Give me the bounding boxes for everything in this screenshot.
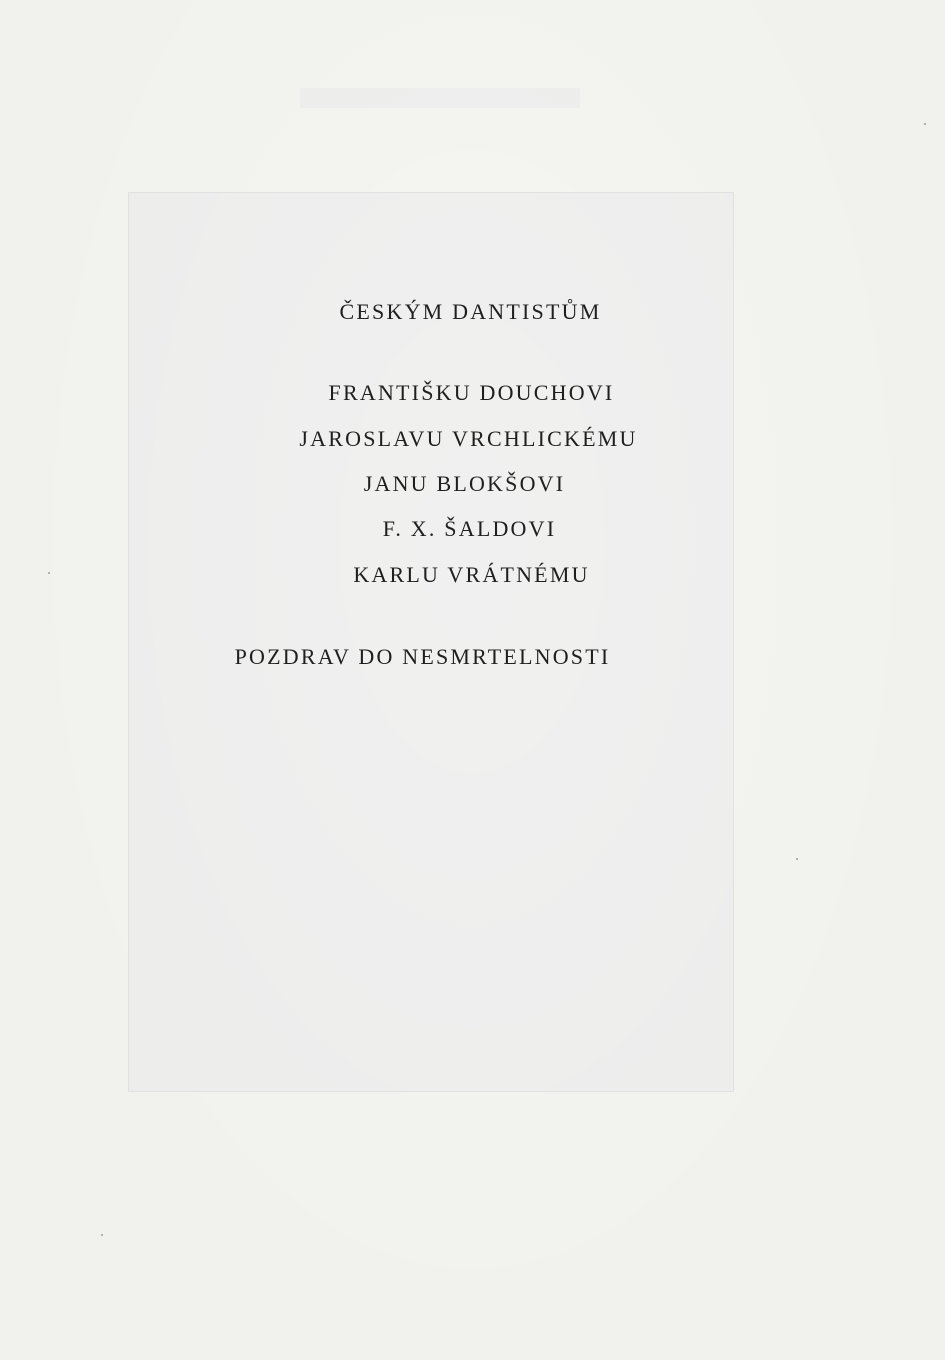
- dedication-name: F. X. ŠALDOVI: [382, 516, 557, 541]
- dedication-name: JANU BLOKŠOVI: [363, 471, 566, 496]
- dedication-name: FRANTIŠKU DOUCHOVI: [328, 380, 615, 405]
- paper-speck: [48, 572, 50, 574]
- dedication-heading: ČESKÝM DANTISTŮM: [339, 299, 602, 324]
- paper-speck: [101, 1234, 103, 1236]
- show-through-header: [300, 88, 580, 108]
- dedication-name: KARLU VRÁTNÉMU: [353, 562, 590, 587]
- paper-speck: [796, 858, 798, 860]
- paper-speck: [924, 123, 926, 125]
- dedication-name: JAROSLAVU VRCHLICKÉMU: [299, 426, 638, 451]
- show-through-illustration: [128, 192, 734, 1092]
- dedication-closing: POZDRAV DO NESMRTELNOSTI: [234, 644, 611, 669]
